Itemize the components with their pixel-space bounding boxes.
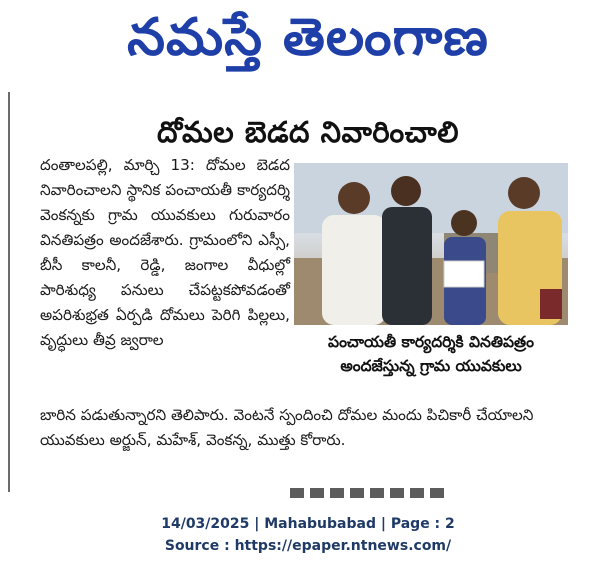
article-headline: దోమల బెడద నివారించాలి [156,115,460,149]
news-photo [294,163,568,325]
cut-off-next-headline [290,488,450,498]
cut-off-previous-article [40,97,380,107]
masthead [0,0,616,86]
footer-date-line: 14/03/2025 | Mahabubabad | Page : 2 [161,516,455,532]
article-body-continuation: బారిన పడుతున్నారని తెలిపారు. వెంటనే స్పందించి దోమల మందు పిచికారీ చేయాలని యువకులు అర్జున్, మహేశ్, వెంకన్న, ముత్తు కోరారు. [40,406,534,449]
article-body-column: దంతాలపల్లి, మార్చి 13: దోమల బెడద నివారించాలని స్థానిక పంచాయతీ కార్యదర్శి వెంకన్నకు గ్రామ యువకులు గురువారం వినతిపత్రం అందజేశారు. గ్రామంలోని ఎస్సీ, బీసీ కాలనీ, రెడ్డి, జంగాల వీధుల్లో పారిశుధ్య పనులు చేపట్టకపోవడంతో అపరిశుభ్రత ఏర్పడి దోమలు పెరిగి పిల్లలు, వృద్ధులు తీవ్ర జ్వరాల [40,156,290,349]
photo-caption [294,330,568,378]
photo-caption-line-1: పంచాయతీ కార్యదర్శికి వినతిపత్రం [328,333,534,351]
photo-caption-line-2: అందజేస్తున్న గ్రామ యువకులు [340,357,522,375]
newspaper-title: నమస్తే తెలంగాణ [127,5,489,67]
footer-source-line: Source : https://epaper.ntnews.com/ [164,538,452,554]
